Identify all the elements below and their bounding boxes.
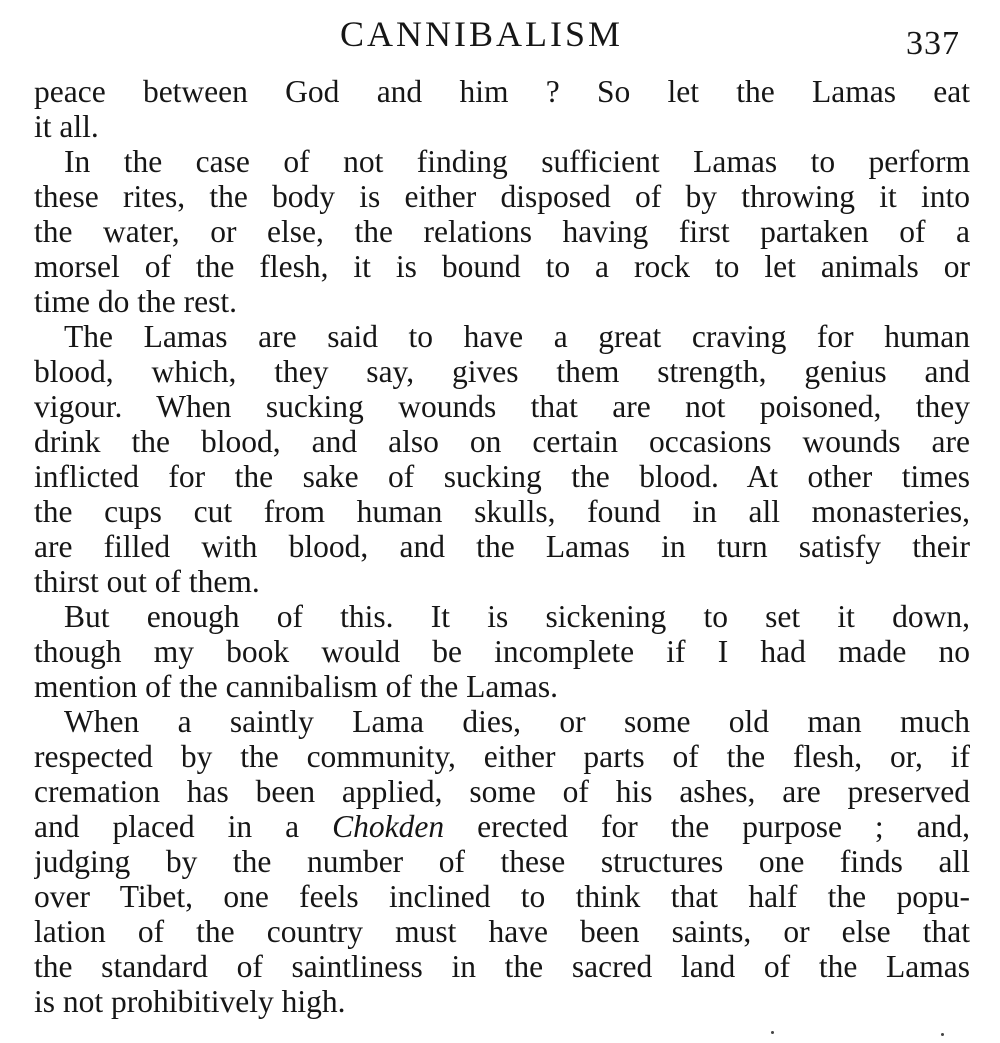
italic-term: Chokden [332, 809, 445, 844]
text-line: these rites, the body is either disposed of by throwing it into [34, 179, 970, 214]
text-line: In the case of not finding sufficient Lamas to perform [64, 144, 970, 179]
page-number: 337 [906, 25, 960, 62]
text-line: blood, which, they say, gives them strength, genius and [34, 354, 970, 389]
running-head [0, 8, 1000, 62]
text-line: it all. [34, 109, 99, 144]
line-part: and placed in a [34, 809, 300, 844]
text-line: is not prohibitively high. [34, 984, 346, 1019]
line-part: erected for the purpose ; and, [477, 809, 970, 844]
text-line: morsel of the flesh, it is bound to a rock to let animals or [34, 249, 970, 284]
text-line: over Tibet, one feels inclined to think that half the popu- [34, 879, 970, 914]
text-line: cremation has been applied, some of his ashes, are preserved [34, 774, 970, 809]
text-line-with-italic [34, 809, 970, 844]
text-line: peace between God and him ? So let the Lamas eat [34, 74, 970, 109]
text-line: the cups cut from human skulls, found in all monasteries, [34, 494, 970, 529]
text-line: respected by the community, either parts of the flesh, or, if [34, 739, 970, 774]
print-speck [941, 1033, 944, 1036]
text-line: drink the blood, and also on certain occasions wounds are [34, 424, 970, 459]
text-line: inflicted for the sake of sucking the blood. At other times [34, 459, 970, 494]
text-line: thirst out of them. [34, 564, 260, 599]
text-line: the water, or else, the relations having first partaken of a [34, 214, 970, 249]
text-line: The Lamas are said to have a great craving for human [64, 319, 970, 354]
text-line: When a saintly Lama dies, or some old man much [64, 704, 970, 739]
body-text [34, 74, 970, 1019]
text-line: mention of the cannibalism of the Lamas. [34, 669, 558, 704]
text-line: But enough of this. It is sickening to set it down, [64, 599, 970, 634]
text-line: lation of the country must have been saints, or else that [34, 914, 970, 949]
text-line: are filled with blood, and the Lamas in turn satisfy their [34, 529, 970, 564]
text-line: though my book would be incomplete if I had made no [34, 634, 970, 669]
text-line: time do the rest. [34, 284, 237, 319]
print-speck [771, 1031, 774, 1034]
text-line: the standard of saintliness in the sacred land of the Lamas [34, 949, 970, 984]
text-line: judging by the number of these structures one finds all [34, 844, 970, 879]
text-line: vigour. When sucking wounds that are not poisoned, they [34, 389, 970, 424]
chapter-title: CANNIBALISM [340, 14, 624, 54]
